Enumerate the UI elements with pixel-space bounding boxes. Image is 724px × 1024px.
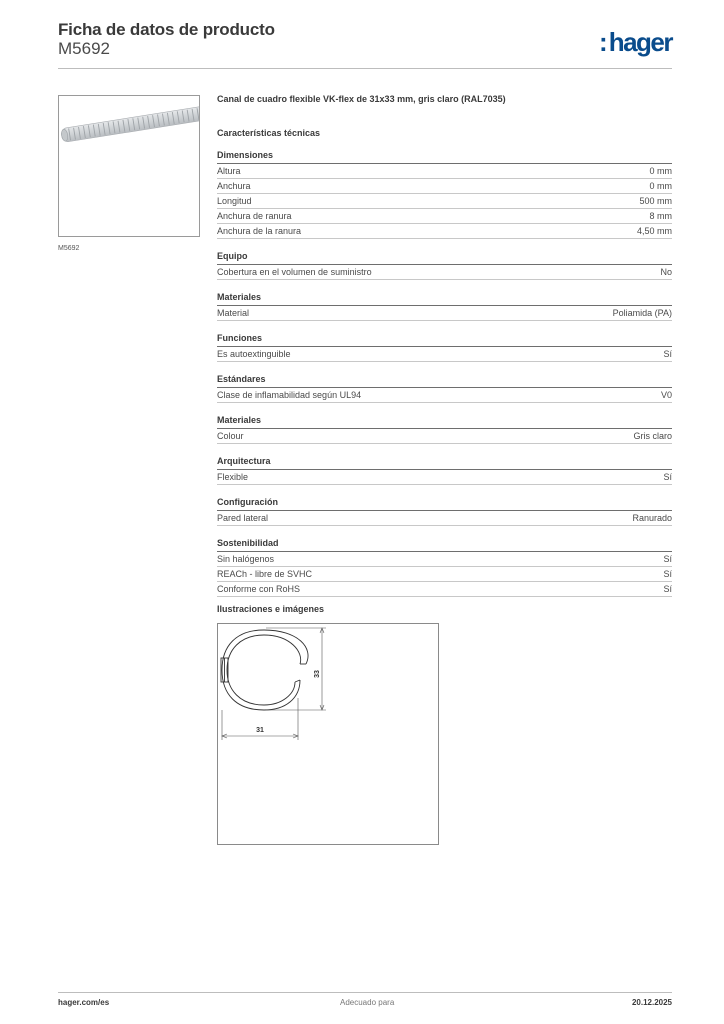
spec-label: Pared lateral xyxy=(217,513,269,523)
spec-label: Anchura de ranura xyxy=(217,211,292,221)
spec-value: 0 mm xyxy=(649,166,672,176)
spec-value: Sí xyxy=(663,554,672,564)
spec-row xyxy=(217,164,672,179)
spec-section xyxy=(217,374,672,403)
spec-value: 0 mm xyxy=(649,181,672,191)
spec-label: Material xyxy=(217,308,250,318)
spec-value: Gris claro xyxy=(633,431,672,441)
section-title: Funciones xyxy=(217,333,672,347)
spec-label: Altura xyxy=(217,166,241,176)
tech-characteristics-heading: Características técnicas xyxy=(217,128,321,138)
footer-suitable-for: Adecuado para xyxy=(340,998,395,1007)
spec-label: Es autoextinguible xyxy=(217,349,291,359)
section-title: Equipo xyxy=(217,251,672,265)
spec-value: Poliamida (PA) xyxy=(612,308,672,318)
spec-row xyxy=(217,388,672,403)
spec-row xyxy=(217,470,672,485)
section-title: Estándares xyxy=(217,374,672,388)
spec-label: Conforme con RoHS xyxy=(217,584,301,594)
hager-logo xyxy=(599,27,672,58)
section-title: Materiales xyxy=(217,415,672,429)
section-title: Materiales xyxy=(217,292,672,306)
spec-row xyxy=(217,582,672,597)
spec-section xyxy=(217,251,672,280)
header-divider xyxy=(58,68,672,69)
spec-label: Flexible xyxy=(217,472,249,482)
spec-section xyxy=(217,150,672,239)
spec-value: 500 mm xyxy=(639,196,672,206)
spec-value: 4,50 mm xyxy=(636,226,672,236)
spec-row xyxy=(217,194,672,209)
footer-date: 20.12.2025 xyxy=(631,998,672,1007)
spec-label: Anchura xyxy=(217,181,251,191)
spec-row xyxy=(217,552,672,567)
spec-value: Sí xyxy=(663,472,672,482)
dimension-height-label: 33 xyxy=(314,670,321,678)
product-thumbnail xyxy=(58,95,200,237)
illustrations-heading: Ilustraciones e imágenes xyxy=(217,604,325,614)
page-title: Ficha de datos de producto xyxy=(58,20,275,39)
spec-label: Colour xyxy=(217,431,244,441)
dimension-width-label: 31 xyxy=(256,727,264,734)
cable-duct-photo-icon xyxy=(59,96,199,236)
spec-label: Cobertura en el volumen de suministro xyxy=(217,267,372,277)
spec-row xyxy=(217,265,672,280)
spec-value: Sí xyxy=(663,569,672,579)
spec-value: 8 mm xyxy=(649,211,672,221)
logo-text: hager xyxy=(608,27,672,57)
thumbnail-caption: M5692 xyxy=(58,245,80,252)
spec-row xyxy=(217,567,672,582)
spec-value: No xyxy=(660,267,672,277)
spec-value: Ranurado xyxy=(632,513,672,523)
spec-value: Sí xyxy=(663,584,672,594)
product-name: Canal de cuadro flexible VK-flex de 31x33 mm, gris claro (RAL7035) xyxy=(217,94,506,104)
spec-label: Anchura de la ranura xyxy=(217,226,302,236)
spec-section xyxy=(217,415,672,444)
spec-row xyxy=(217,224,672,239)
spec-row xyxy=(217,429,672,444)
spec-label: Sin halógenos xyxy=(217,554,275,564)
product-code: M5692 xyxy=(58,39,110,58)
spec-section xyxy=(217,333,672,362)
spec-label: Longitud xyxy=(217,196,252,206)
spec-value: V0 xyxy=(660,390,672,400)
cable-duct-cross-section-icon xyxy=(218,624,438,844)
footer-website: hager.com/es xyxy=(58,998,110,1007)
spec-section xyxy=(217,538,672,597)
section-title: Sostenibilidad xyxy=(217,538,672,552)
spec-value: Sí xyxy=(663,349,672,359)
spec-label: Clase de inflamabilidad según UL94 xyxy=(217,390,362,400)
footer-divider xyxy=(58,992,672,993)
spec-row xyxy=(217,179,672,194)
spec-row xyxy=(217,347,672,362)
section-title: Dimensiones xyxy=(217,150,672,164)
spec-row xyxy=(217,209,672,224)
section-title: Arquitectura xyxy=(217,456,672,470)
section-title: Configuración xyxy=(217,497,672,511)
product-specs xyxy=(217,94,672,609)
spec-row xyxy=(217,511,672,526)
spec-section xyxy=(217,292,672,321)
spec-section xyxy=(217,456,672,485)
technical-drawing xyxy=(217,623,439,845)
spec-section xyxy=(217,497,672,526)
logo-colon: : xyxy=(599,27,608,57)
spec-label: REACh - libre de SVHC xyxy=(217,569,313,579)
spec-row xyxy=(217,306,672,321)
